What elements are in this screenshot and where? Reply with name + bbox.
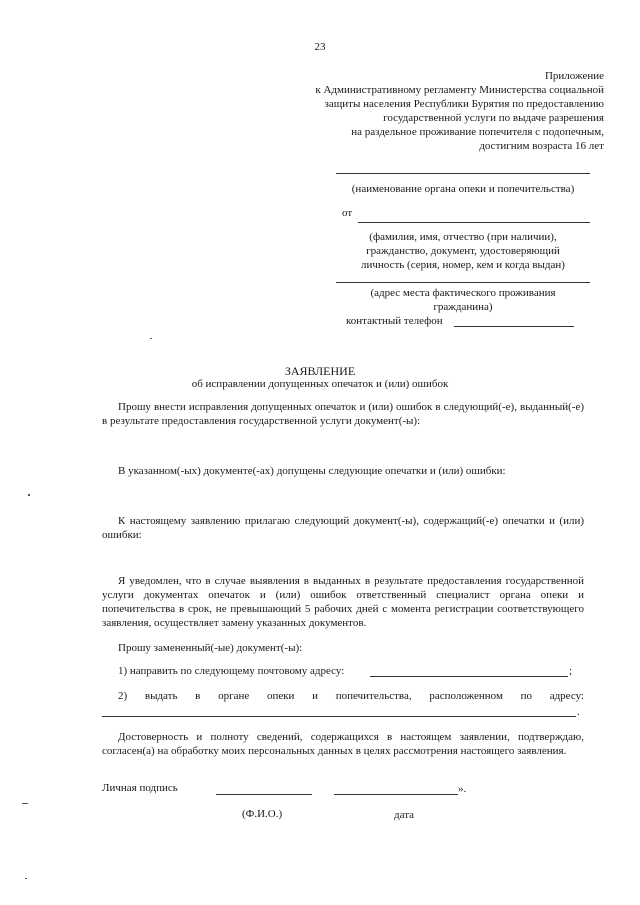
document-title: ЗАЯВЛЕНИЕ — [284, 364, 356, 378]
option-mail: 1) направить по следующему почтовому адресу: — [118, 665, 345, 677]
option-pickup: 2) выдать в органе опеки и попечительства, расположенном по адресу: — [118, 690, 584, 702]
scan-speck — [28, 494, 30, 496]
date-line[interactable] — [334, 794, 458, 795]
applicant-name-line[interactable] — [358, 222, 590, 223]
appendix-line: защиты населения Республики Бурятия по предоставлению — [324, 98, 604, 110]
address-label: (адрес места фактического проживания — [370, 287, 556, 299]
person-details-label: (фамилия, имя, отчество (при наличии), — [369, 231, 557, 243]
paragraph-consent: Достоверность и полноту сведений, содержащихся в настоящем заявлении, подтверждаю, согласен(а) на обработку моих персональных данных в целях рассмотрения настоящего заявления. — [102, 731, 584, 757]
fio-label: (Ф.И.О.) — [242, 808, 283, 820]
paragraph-attachment: К настоящему заявлению прилагаю следующий документ(-ы), содержащий(-е) опечатки и (или) ошибки: — [102, 515, 584, 541]
option-pickup-end: . — [577, 706, 580, 718]
scan-speck — [150, 338, 152, 339]
scan-speck — [25, 878, 27, 879]
scan-speck — [22, 803, 28, 804]
phone-label: контактный телефон — [346, 315, 443, 327]
pickup-address-line[interactable] — [102, 716, 576, 717]
appendix-line: государственной услуги по выдаче разрешения — [383, 112, 604, 124]
signature-label: Личная подпись — [102, 782, 178, 794]
quote-end: ». — [458, 783, 467, 795]
appendix-line: к Административному регламенту Министерства социальной — [315, 84, 604, 96]
document-subtitle: об исправлении допущенных опечаток и (или) ошибок — [191, 378, 449, 390]
signature-line[interactable] — [216, 794, 312, 795]
paragraph-notice: Я уведомлен, что в случае выявления в выданных в результате предоставления государственной услуги документах опечаток и (или) ошибок ответственный специалист органа опеки и попечительства в срок, не превышающий 5 рабочих дней с момента регистрации соответствующего заявления, осуществляет замену указанных документов. — [102, 575, 584, 629]
person-details-label: гражданство, документ, удостоверяющий — [366, 245, 560, 257]
option-mail-end: ; — [569, 665, 573, 677]
from-label: от — [342, 207, 353, 219]
page-number: 23 — [314, 41, 326, 53]
address-label: гражданина) — [433, 301, 493, 313]
address-line[interactable] — [336, 282, 590, 283]
paragraph-errors: В указанном(-ых) документе(-ах) допущены следующие опечатки и (или) ошибки: — [118, 465, 506, 477]
organ-name-label: (наименование органа опеки и попечительства) — [351, 183, 575, 195]
appendix-line: Приложение — [544, 70, 604, 82]
paragraph-request: Прошу внести исправления допущенных опечаток и (или) ошибок в следующий(-е), выданный(-е) в результате предоставления государственной услуги документ(-ы): — [102, 401, 584, 427]
date-label: дата — [394, 809, 415, 821]
mail-address-line[interactable] — [370, 676, 568, 677]
appendix-line: достигним возраста 16 лет — [479, 140, 604, 152]
organ-name-line[interactable] — [336, 173, 590, 174]
person-details-label: личность (серия, номер, кем и когда выдан) — [361, 259, 565, 271]
phone-line[interactable] — [454, 326, 574, 327]
appendix-line: на раздельное проживание попечителя с подопечным, — [351, 126, 604, 138]
paragraph-replace: Прошу замененный(-ые) документ(-ы): — [118, 642, 303, 654]
